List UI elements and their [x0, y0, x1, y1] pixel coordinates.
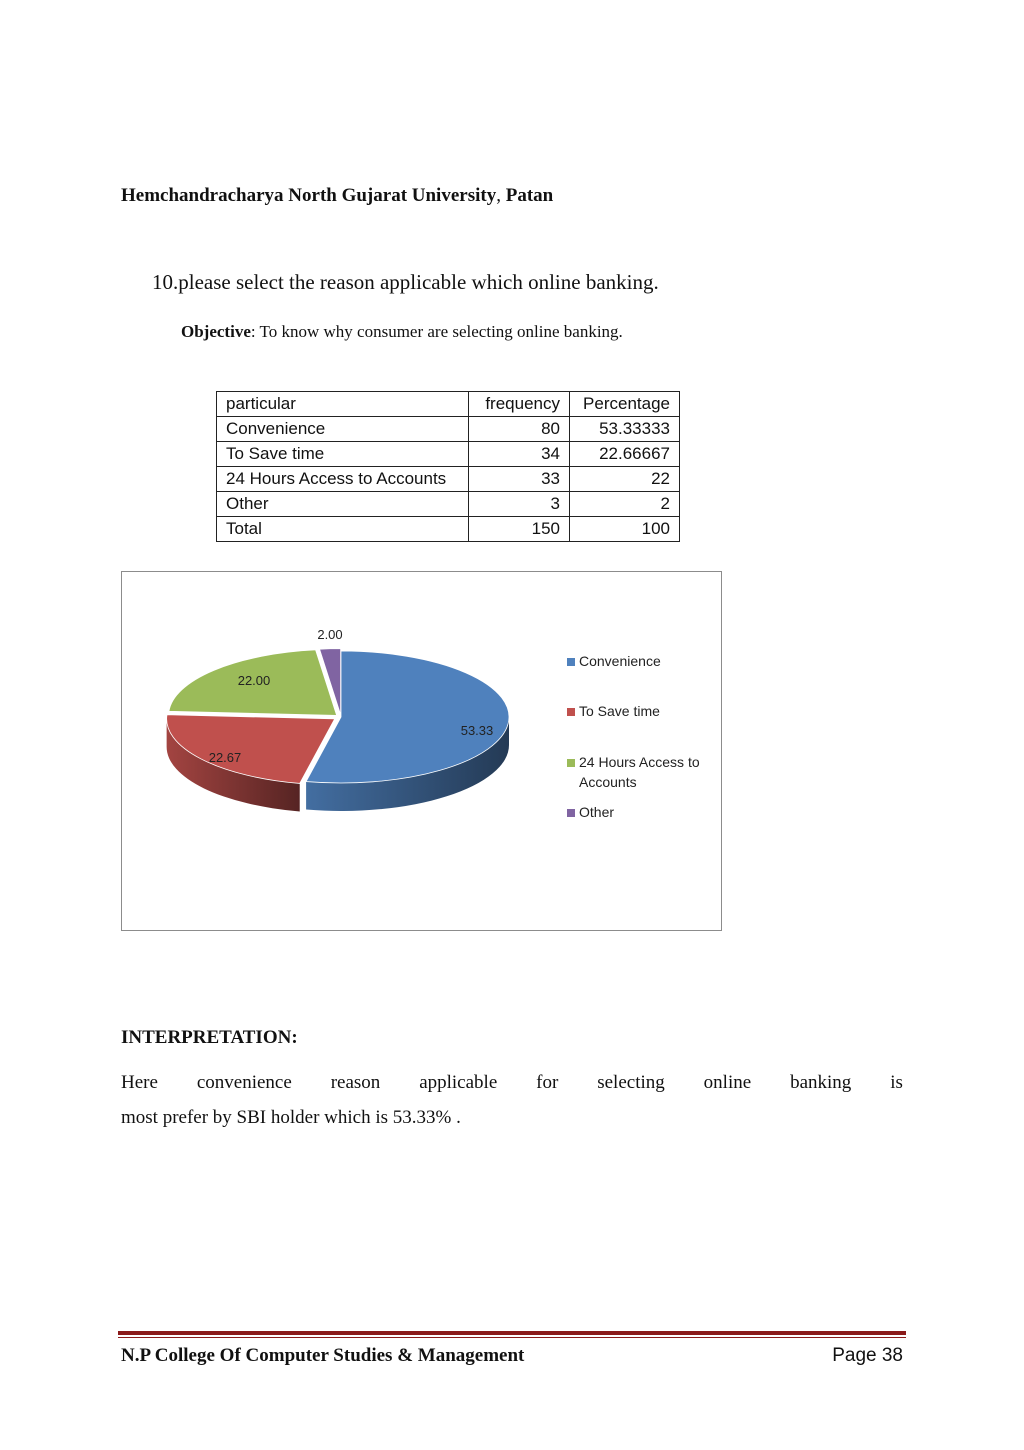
- table-cell: 2: [570, 492, 680, 517]
- legend-label: Convenience: [579, 653, 661, 669]
- legend-label: Other: [579, 804, 615, 820]
- legend-label: Accounts: [579, 774, 637, 790]
- objective-text: [181, 322, 623, 342]
- table-row: [217, 417, 680, 442]
- legend-label: 24 Hours Access to: [579, 754, 700, 770]
- interpretation-line-1: [121, 1072, 903, 1094]
- table-cell: To Save time: [217, 442, 469, 467]
- table-cell: 33: [469, 467, 570, 492]
- table-row: [217, 517, 680, 542]
- table-cell: 53.33333: [570, 417, 680, 442]
- table-cell: 150: [469, 517, 570, 542]
- legend-label: To Save time: [579, 703, 660, 719]
- pie-data-label: 22.67: [208, 750, 242, 765]
- footer-page-number: Page 38: [832, 1345, 903, 1366]
- pie-chart: [122, 572, 723, 932]
- legend-swatch: [567, 708, 575, 716]
- interpretation-word: is: [890, 1072, 903, 1093]
- header-separator: ,: [496, 185, 501, 206]
- table-row: [217, 492, 680, 517]
- table-header-cell: particular: [217, 392, 469, 417]
- header-city: Patan: [505, 185, 554, 206]
- table-row: [217, 467, 680, 492]
- objective-body: : To know why consumer are selecting online banking.: [250, 322, 623, 341]
- interpretation-word: applicable: [419, 1072, 498, 1093]
- interpretation-word: for: [536, 1072, 559, 1093]
- table-cell: 3: [469, 492, 570, 517]
- pie-chart-frame: [121, 571, 722, 931]
- table-cell: 24 Hours Access to Accounts: [217, 467, 469, 492]
- legend-swatch: [567, 759, 575, 767]
- interpretation-word: Here: [121, 1072, 158, 1093]
- table-cell: 34: [469, 442, 570, 467]
- table-cell: 22.66667: [570, 442, 680, 467]
- interpretation-word: reason: [330, 1072, 381, 1093]
- legend-swatch: [567, 658, 575, 666]
- frequency-table: [216, 391, 680, 542]
- table-cell: Other: [217, 492, 469, 517]
- page-header: [121, 185, 553, 207]
- footer-rule-thin: [118, 1337, 906, 1338]
- table-cell: Total: [217, 517, 469, 542]
- interpretation-line-2: most prefer by SBI holder which is 53.33% .: [121, 1107, 461, 1128]
- table-cell: Convenience: [217, 417, 469, 442]
- interpretation-title: INTERPRETATION:: [121, 1027, 298, 1048]
- table-header-cell: Percentage: [570, 392, 680, 417]
- footer-rule-thick: [118, 1331, 906, 1335]
- header-university: Hemchandracharya North Gujarat University: [121, 185, 497, 206]
- question-text: 10.please select the reason applicable which online banking.: [152, 270, 659, 294]
- table-cell: 22: [570, 467, 680, 492]
- table-row: [217, 442, 680, 467]
- interpretation-word: convenience: [196, 1072, 292, 1093]
- table-cell: 100: [570, 517, 680, 542]
- table-header-row: [217, 392, 680, 417]
- table-cell: 80: [469, 417, 570, 442]
- pie-data-label: 53.33: [460, 723, 494, 738]
- table-header-cell: frequency: [469, 392, 570, 417]
- footer-college: N.P College Of Computer Studies & Management: [121, 1345, 525, 1366]
- interpretation-word: banking: [790, 1072, 852, 1093]
- interpretation-word: online: [703, 1072, 752, 1093]
- pie-data-label: 22.00: [237, 673, 271, 688]
- legend-swatch: [567, 809, 575, 817]
- objective-label: Objective: [181, 322, 251, 341]
- interpretation-word: selecting: [597, 1072, 665, 1093]
- pie-data-label: 2.00: [317, 627, 343, 642]
